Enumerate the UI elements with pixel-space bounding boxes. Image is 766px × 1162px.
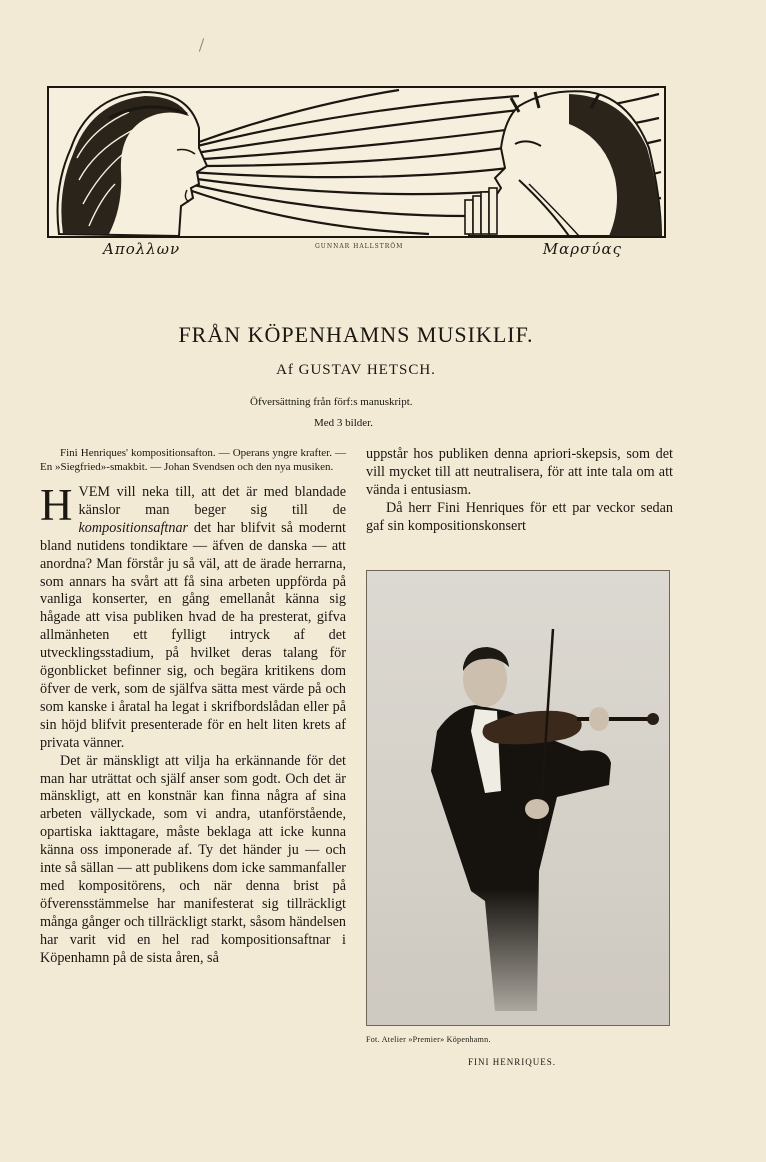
emphasized-term: kompositionsaftnar — [78, 519, 189, 536]
article-body-right — [366, 446, 673, 536]
header-illustration — [47, 86, 666, 238]
right-column — [366, 446, 673, 536]
article-title: FRÅN KÖPENHAMNS MUSIKLIF. — [178, 322, 534, 347]
paragraph-continued: uppstår hos publiken denna apriori-skepsis, som det vill mycket till att neutralisera, för att inte tala om att vända i entusiasm. — [366, 446, 673, 498]
portrait-photo — [366, 570, 670, 1026]
illustrator-signature: GUNNAR HALLSTRÖM — [315, 243, 404, 250]
paragraph-1: HVEM vill neka till, att det är med blandade känslor man beger sig till de kompositionsaftnar det har blifvit så modernt bland nutidens tondiktare — äfven de danska — att anordna? Man förstår ju så väl, att de ärade herrarna, som annars ha svårt att få sina arbeten uppförda på vanliga konserter, en gång emellanåt känna sig hågade att visa publiken hvad de ha presterat, gifva allmänheten ett fylligt intryck af det utvecklingsstadium, på hvilket deras talang för ögonblicket befinner sig, och begära kritikens dom öfver de verk, som de själfva sätta mest värde på och som kanske i åratal ha legat i skrifbordslådan eller på sin höjd blifvit presenterade för en helt liten krets af privata vänner. — [40, 480, 346, 751]
drop-cap: H — [40, 480, 73, 530]
stray-pencil-mark — [199, 38, 204, 52]
apollo-marsyas-drawing — [49, 88, 664, 236]
photo-caption: FINI HENRIQUES. — [468, 1057, 556, 1067]
left-column — [40, 446, 346, 967]
paragraph-2: Det är mänskligt att vilja ha erkännande för det man har uträttat och själf anser som godt. Och det är mänskligt, att en konstnär kan finna några af sina arbeten vällyckade, som vi andra, utanförstående, opartiska iakttagare, måste beklaga att icke kunna känna oss imponerade af. Ty det händer ju — och inte så sällan — att publikens dom icke sammanfaller med kompositörens, och när denna brist på öfverensstämmelse har manifesterat sig tillräckligt många gånger och tillräckligt starkt, såsom händelsen har varit vid en hel rad kompositionsaftnar i Köpenhamn på de sista åren, så — [40, 752, 346, 966]
apollo-label: Απολλων — [103, 240, 181, 258]
marsyas-label: Μαρσύας — [542, 240, 622, 258]
violinist-photo — [367, 571, 669, 1025]
article-body-left — [40, 480, 346, 967]
article-summary: Fini Henriques' kompositionsafton. — Operans yngre krafter. — En »Siegfried»-smakbit. — Johan Svendsen och den nya musiken. — [40, 447, 346, 473]
paragraph-3: Då herr Fini Henriques för ett par veckor sedan gaf sin kompositionskonsert — [366, 499, 673, 534]
translation-note: Öfversättning från förf:s manuskript. — [250, 396, 413, 408]
illustration-labels — [47, 240, 666, 260]
photo-credit: Fot. Atelier »Premier» Köpenhamn. — [366, 1035, 491, 1044]
article-byline: Af GUSTAV HETSCH. — [276, 362, 436, 378]
image-count-note: Med 3 bilder. — [314, 417, 373, 429]
